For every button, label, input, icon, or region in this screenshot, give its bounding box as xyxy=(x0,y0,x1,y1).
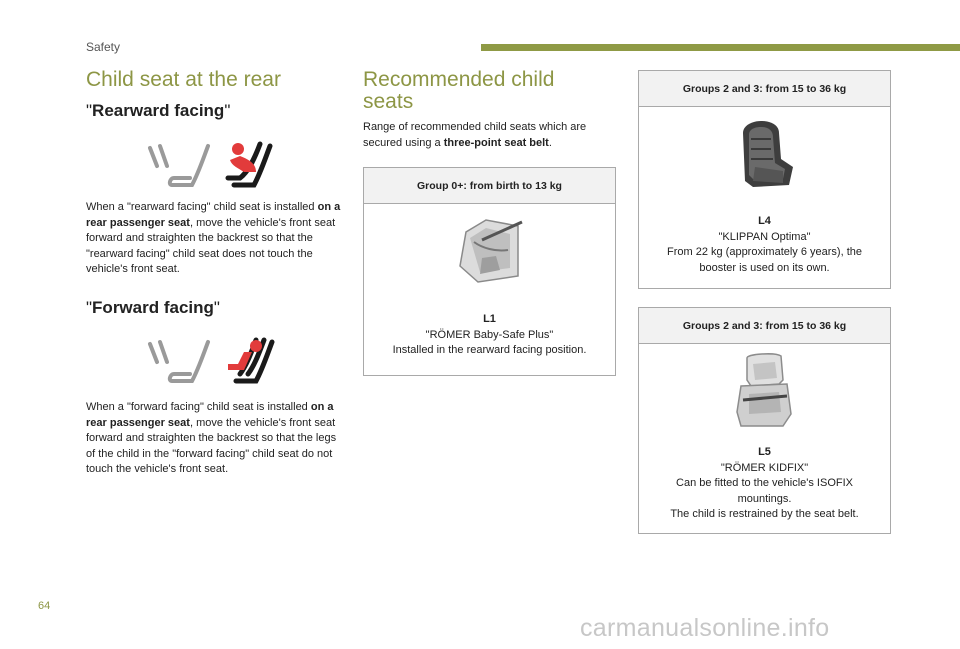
forward-paragraph xyxy=(86,400,344,478)
rearward-heading-close-quote: " xyxy=(224,101,231,120)
forward-heading-open-quote: " xyxy=(86,298,93,317)
seat-code-l4: L4 xyxy=(758,215,771,227)
rearward-text-2: on a rear passenger seat xyxy=(86,201,341,229)
forward-text-1: When a "forward facing" child seat is installed xyxy=(86,401,308,413)
seat-box-l4-header: Groups 2 and 3: from 15 to 36 kg xyxy=(639,71,890,107)
seat-desc-l5-1: Can be fitted to the vehicle's ISOFIX mountings. xyxy=(676,477,853,505)
seat-box-l1 xyxy=(363,167,616,376)
page-title: Child seat at the rear xyxy=(86,68,281,91)
seat-code-l5: L5 xyxy=(758,446,771,458)
seat-box-l5-header: Groups 2 and 3: from 15 to 36 kg xyxy=(639,308,890,344)
seat-code-l1: L1 xyxy=(483,313,496,325)
intro-text-a: Range of recommended child seats which are secured using a xyxy=(363,121,587,149)
kidfix-seat-image-icon xyxy=(727,350,803,430)
forward-facing-pictogram-icon xyxy=(140,334,280,394)
recommended-title-line-2: seats xyxy=(363,90,414,113)
section-label: Safety xyxy=(86,40,121,54)
seat-desc-l5-2: The child is restrained by the seat belt. xyxy=(670,508,859,520)
rearward-facing-pictogram-icon xyxy=(140,138,280,198)
page-number: 64 xyxy=(38,600,51,612)
klippan-optima-seat-image-icon xyxy=(727,115,803,191)
seat-name-l4: "KLIPPAN Optima" xyxy=(718,230,811,243)
seat-box-l5 xyxy=(638,307,891,534)
seat-name-l5: "RÖMER KIDFIX" xyxy=(720,461,809,474)
recommended-intro xyxy=(363,120,615,151)
recommended-title xyxy=(363,69,613,113)
seat-desc-l1: Installed in the rearward facing position. xyxy=(392,344,587,356)
forward-heading-close-quote: " xyxy=(213,298,220,317)
rearward-heading xyxy=(86,101,230,121)
accent-bar xyxy=(481,44,960,51)
forward-text-2: on a rear passenger seat xyxy=(86,401,334,429)
recommended-title-line-1: Recommended child xyxy=(363,68,555,91)
forward-heading xyxy=(86,298,220,318)
rearward-text-1: When a "rearward facing" child seat is installed xyxy=(86,201,315,213)
rearward-paragraph xyxy=(86,200,344,278)
intro-text-c: . xyxy=(548,136,552,149)
seat-box-l1-header: Group 0+: from birth to 13 kg xyxy=(364,168,615,204)
forward-text-3: , move the vehicle's front seat forward and straighten the backrest so that the legs of the child in the "forward facing" child seat do not touch the vehicle's front seat. xyxy=(86,416,337,475)
forward-heading-text: Forward facing xyxy=(92,298,214,317)
intro-text-b: three-point seat belt xyxy=(443,136,549,149)
seat-box-l4 xyxy=(638,70,891,289)
rearward-heading-open-quote: " xyxy=(86,101,93,120)
seat-desc-l4: From 22 kg (approximately 6 years), the booster is used on its own. xyxy=(666,246,863,274)
rearward-heading-text: Rearward facing xyxy=(92,101,225,120)
rearward-text-3: , move the vehicle's front seat forward and straighten the backrest so that the "rearward facing" child seat does not touch the vehicle's front seat. xyxy=(86,216,336,275)
baby-safe-seat-image-icon xyxy=(452,212,528,288)
seat-name-l1: "RÖMER Baby-Safe Plus" xyxy=(425,328,554,341)
watermark: carmanualsonline.info xyxy=(580,614,830,642)
